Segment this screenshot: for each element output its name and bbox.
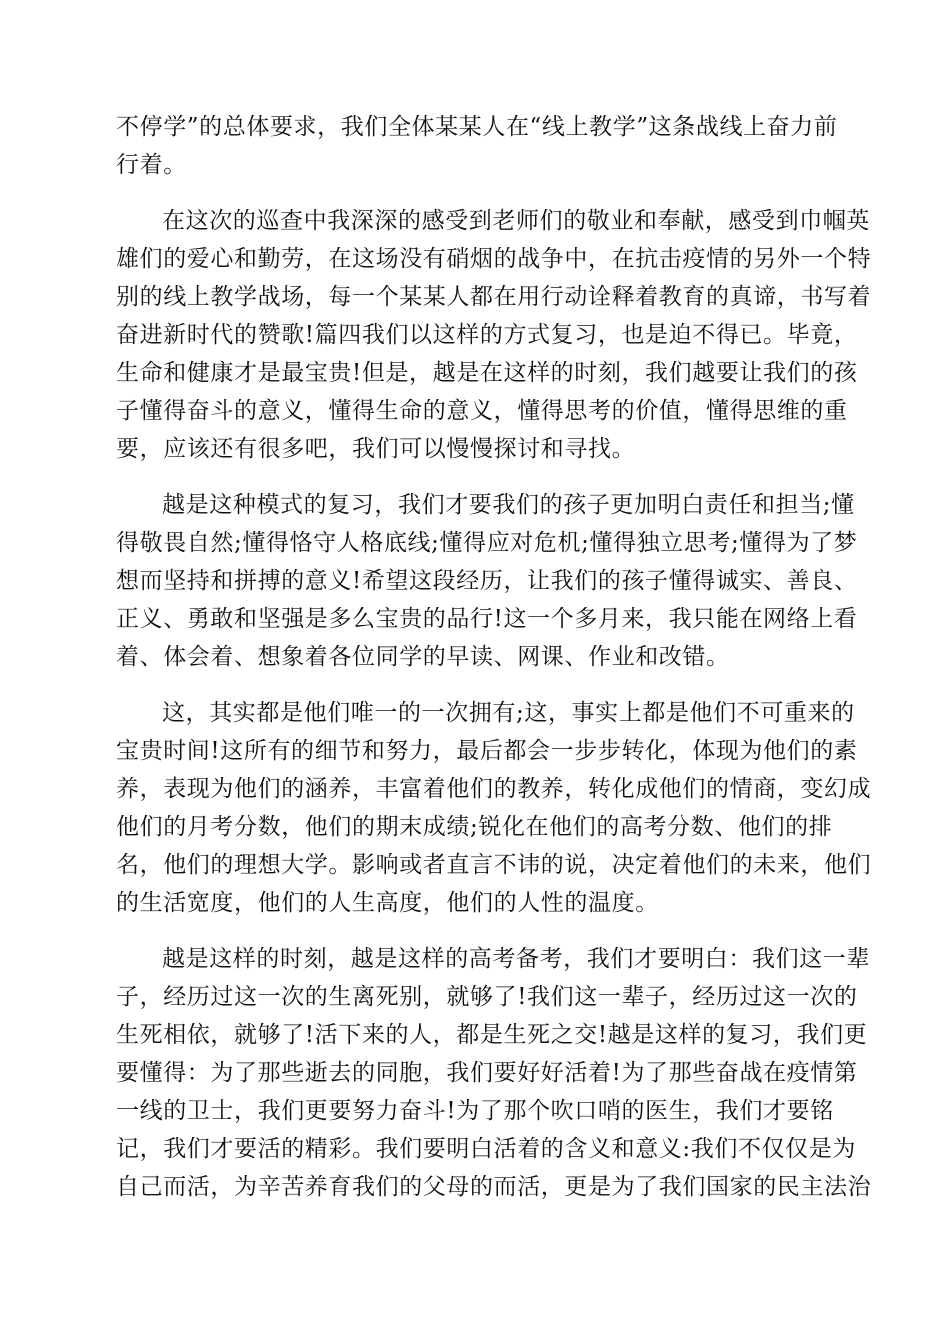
paragraph — [116, 940, 872, 1206]
text-line: 要懂得：为了那些逝去的同胞，我们要好好活着!为了那些奋战在疫情第 — [116, 1060, 858, 1086]
text-line: 不停学”的总体要求，我们全体某某人在“线上教学”这条战线上奋力前 — [116, 114, 838, 140]
document-body — [116, 108, 872, 1206]
text-line: 生命和健康才是最宝贵!但是，越是在这样的时刻，我们越要让我们的孩 — [116, 360, 858, 386]
paragraph — [116, 202, 872, 468]
text-line: 越是这样的时刻，越是这样的高考备考，我们才要明白：我们这一辈 — [162, 946, 870, 972]
paragraph — [116, 486, 858, 676]
text-line: 养，表现为他们的涵养，丰富着他们的教养，转化成他们的情商，变幻成 — [116, 776, 872, 802]
text-line: 正义、勇敢和坚强是多么宝贵的品行!这一个多月来，我只能在网络上看 — [116, 606, 858, 632]
text-line: 越是这种模式的复习，我们才要我们的孩子更加明白责任和担当;懂 — [162, 492, 855, 518]
text-line: 行着。 — [116, 152, 187, 178]
paragraph — [116, 694, 872, 922]
text-line: 的生活宽度，他们的人生高度，他们的人性的温度。 — [116, 890, 659, 916]
text-line: 雄们的爱心和勤劳，在这场没有硝烟的战争中，在抗击疫情的另外一个特 — [116, 246, 872, 272]
text-line: 他们的月考分数，他们的期末成绩;锐化在他们的高考分数、他们的排 — [116, 814, 833, 840]
text-line: 自己而活，为辛苦养育我们的父母的而活，更是为了我们国家的民主法治 — [116, 1174, 872, 1200]
text-line: 子，经历过这一次的生离死别，就够了!我们这一辈子，经历过这一次的 — [116, 984, 858, 1010]
text-line: 名，他们的理想大学。影响或者直言不讳的说，决定着他们的未来，他们 — [116, 852, 872, 878]
text-line: 生死相依，就够了!活下来的人，都是生死之交!越是这样的复习，我们更 — [116, 1022, 868, 1048]
text-line: 记，我们才要活的精彩。我们要明白活着的含义和意义:我们不仅仅是为 — [116, 1136, 856, 1162]
text-line: 一线的卫士，我们更要努力奋斗!为了那个吹口哨的医生，我们才要铭 — [116, 1098, 834, 1124]
text-line: 想而坚持和拼搏的意义!希望这段经历，让我们的孩子懂得诚实、善良、 — [116, 568, 858, 594]
text-line: 着、体会着、想象着各位同学的早读、网课、作业和改错。 — [116, 644, 730, 670]
paragraph — [116, 108, 836, 184]
text-line: 这，其实都是他们唯一的一次拥有;这，事实上都是他们不可重来的 — [162, 700, 855, 726]
text-line: 得敬畏自然;懂得恪守人格底线;懂得应对危机;懂得独立思考;懂得为了梦 — [116, 530, 858, 556]
text-line: 要，应该还有很多吧，我们可以慢慢探讨和寻找。 — [116, 436, 636, 462]
text-line: 奋进新时代的赞歌!篇四我们以这样的方式复习，也是迫不得已。毕竟， — [116, 322, 858, 348]
text-line: 宝贵时间!这所有的细节和努力，最后都会一步步转化，体现为他们的素 — [116, 738, 858, 764]
text-line: 子懂得奋斗的意义，懂得生命的意义，懂得思考的价值，懂得思维的重 — [116, 398, 848, 424]
text-line: 在这次的巡查中我深深的感受到老师们的敬业和奉献，感受到巾帼英 — [162, 208, 870, 234]
text-line: 别的线上教学战场，每一个某某人都在用行动诠释着教育的真谛，书写着 — [116, 284, 872, 310]
